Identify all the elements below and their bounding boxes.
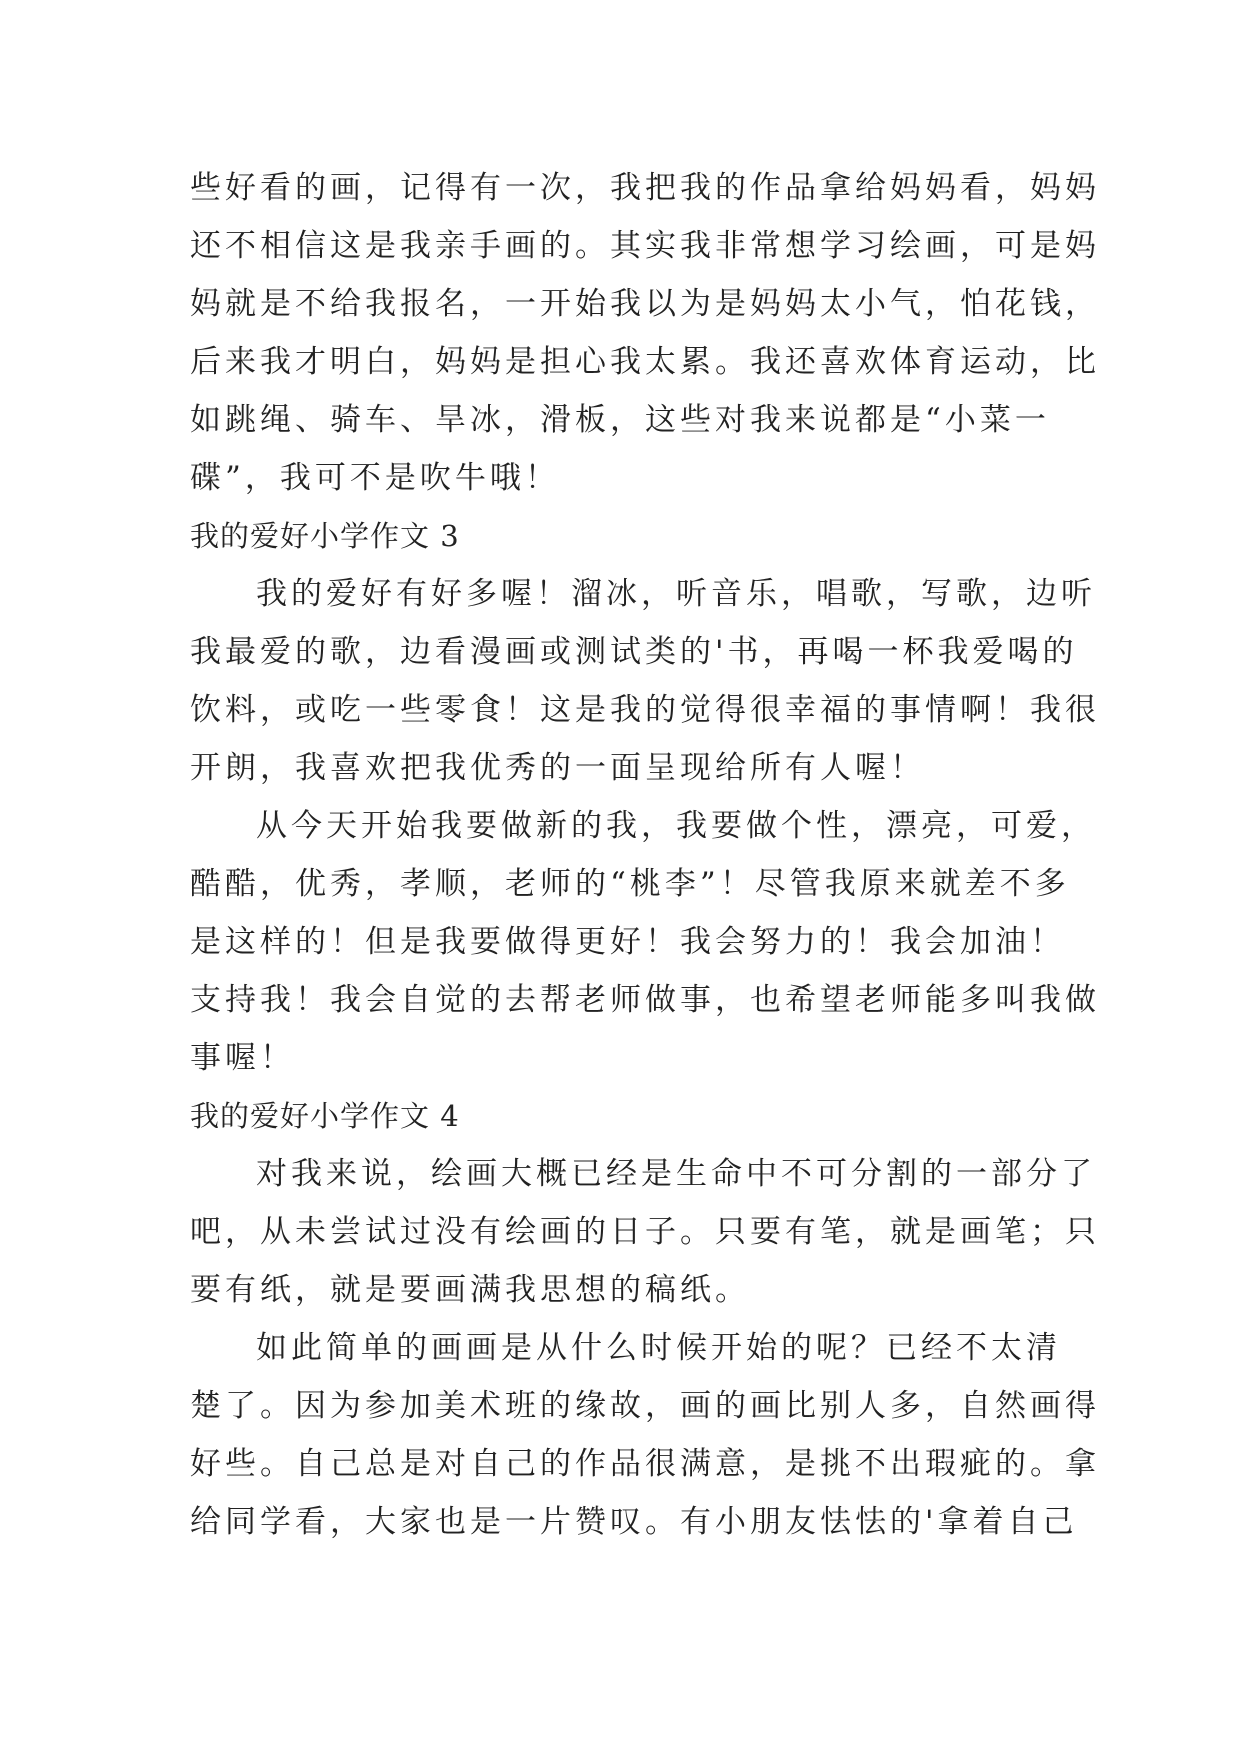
text-line: 如此简单的画画是从什么时候开始的呢？已经不太清 <box>256 1330 1061 1366</box>
text-line: 好些。自己总是对自己的作品很满意，是挑不出瑕疵的。拿 <box>190 1446 1100 1482</box>
text-line: 如跳绳、骑车、旱冰，滑板，这些对我来说都是“小菜一 <box>190 402 1050 438</box>
text-line: 给同学看，大家也是一片赞叹。有小朋友怯怯的'拿着自己 <box>190 1504 1078 1540</box>
text-line: 妈就是不给我报名，一开始我以为是妈妈太小气，怕花钱， <box>190 286 1100 322</box>
section-heading: 我的爱好小学作文 3 <box>190 519 460 553</box>
paragraph <box>190 1319 1100 1551</box>
text-line: 开朗，我喜欢把我优秀的一面呈现给所有人喔！ <box>190 750 925 786</box>
paragraph <box>190 797 1100 1087</box>
text-line: 吧，从未尝试过没有绘画的日子。只要有笔，就是画笔；只 <box>190 1214 1100 1250</box>
text-line: 我的爱好有好多喔！溜冰，听音乐，唱歌，写歌，边听 <box>256 576 1096 612</box>
paragraph <box>190 565 1100 797</box>
text-line: 是这样的！但是我要做得更好！我会努力的！我会加油！ <box>190 924 1065 960</box>
text-line: 要有纸，就是要画满我思想的稿纸。 <box>190 1272 750 1308</box>
text-line: 饮料，或吃一些零食！这是我的觉得很幸福的事情啊！我很 <box>190 692 1100 728</box>
text-line: 对我来说，绘画大概已经是生命中不可分割的一部分了 <box>256 1156 1096 1192</box>
text-line: 碟”，我可不是吹牛哦！ <box>190 460 560 496</box>
text-line: 支持我！我会自觉的去帮老师做事，也希望老师能多叫我做 <box>190 982 1100 1018</box>
text-line: 从今天开始我要做新的我，我要做个性，漂亮，可爱， <box>256 808 1096 844</box>
paragraph <box>190 159 1100 507</box>
text-line: 后来我才明白，妈妈是担心我太累。我还喜欢体育运动，比 <box>190 344 1100 380</box>
text-line: 事喔！ <box>190 1040 295 1076</box>
text-line: 些好看的画，记得有一次，我把我的作品拿给妈妈看，妈妈 <box>190 170 1100 206</box>
paragraph <box>190 1145 1100 1319</box>
text-line: 还不相信这是我亲手画的。其实我非常想学习绘画，可是妈 <box>190 228 1100 264</box>
text-line: 酷酷，优秀，孝顺，老师的“桃李”！尽管我原来就差不多 <box>190 866 1070 902</box>
text-line: 楚了。因为参加美术班的缘故，画的画比别人多，自然画得 <box>190 1388 1100 1424</box>
document-body <box>190 159 1100 1551</box>
text-line: 我最爱的歌，边看漫画或测试类的'书，再喝一杯我爱喝的 <box>190 634 1078 670</box>
section-heading: 我的爱好小学作文 4 <box>190 1099 460 1133</box>
